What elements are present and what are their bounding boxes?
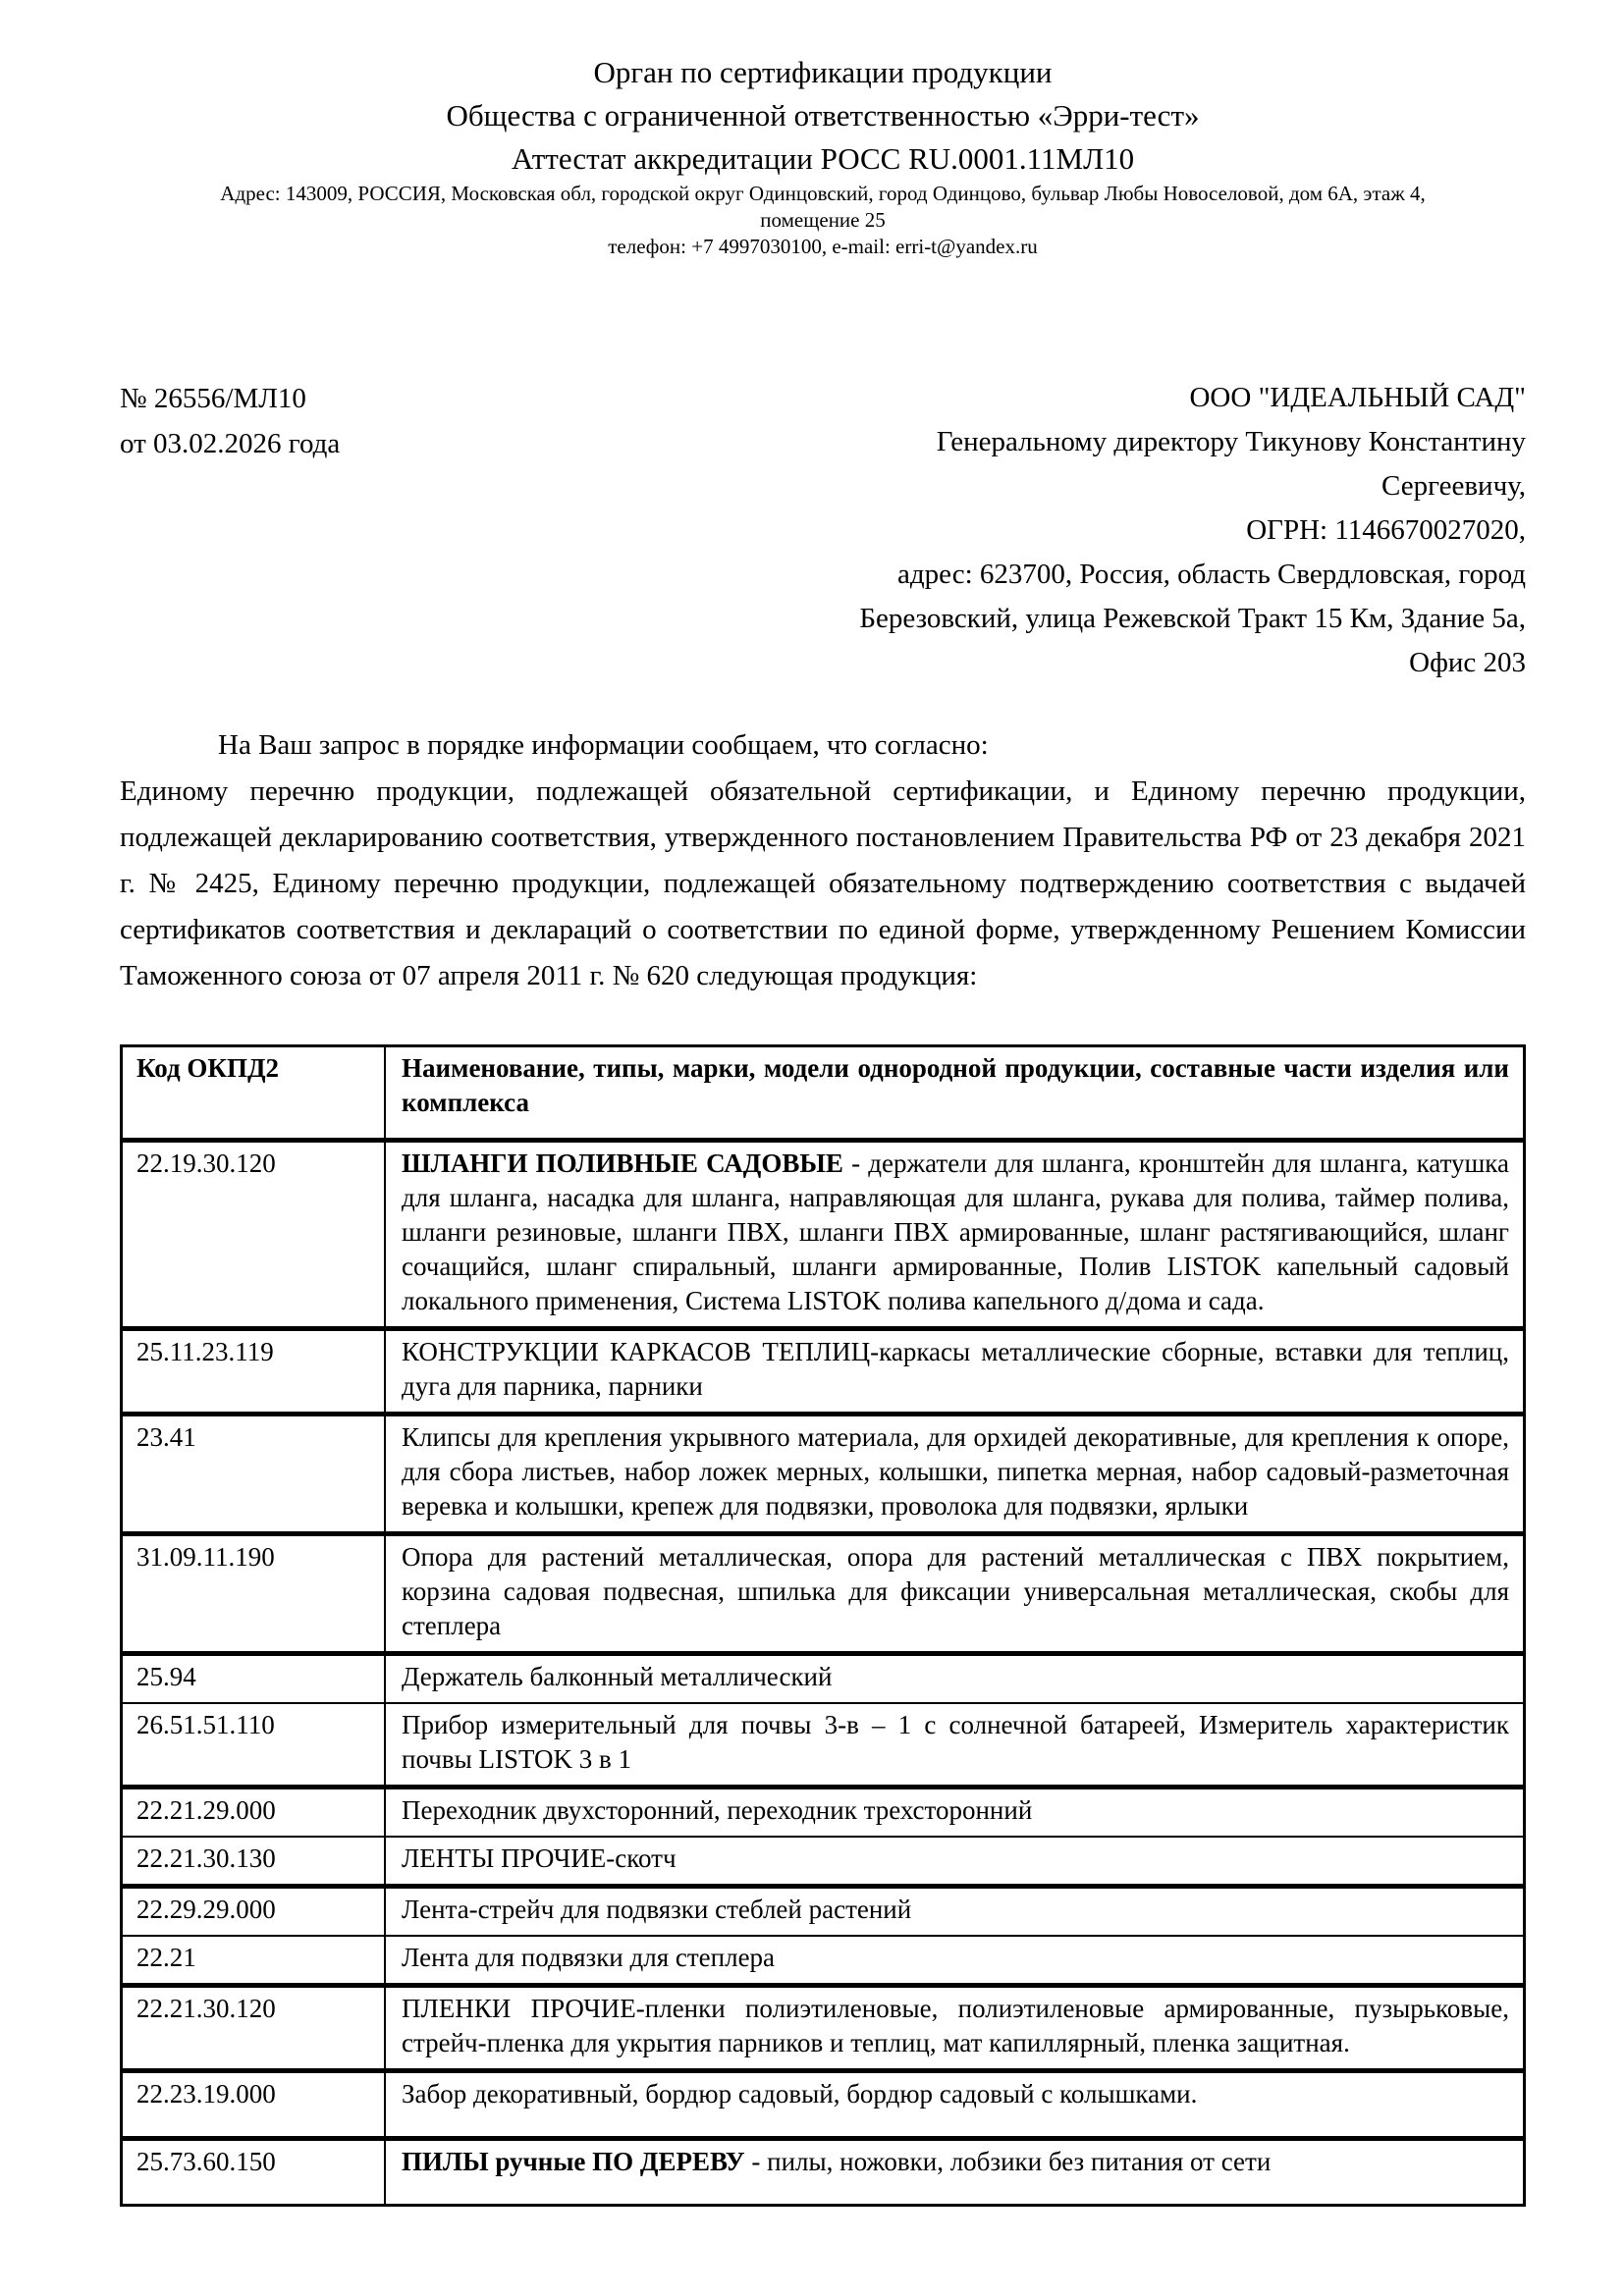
product-description: [386, 1536, 1523, 1651]
table-row: [123, 1326, 1523, 1412]
main-paragraph: Единому перечню продукции, подлежащей обязательной сертификации, и Единому перечню продукции, подлежащей декларированию соответствия, утвержденного постановлением Правительства РФ от 23 декабря 2021 г. № 2425, Единому перечню продукции, подлежащей обязательному подтверждению соответствия с выдачей сертификатов соответствия и деклараций о соответствии по единой форме, утвержденному Решением Комиссии Таможенного союза от 07 апреля 2011 г. № 620 следующая продукция:: [120, 775, 1526, 991]
recipient-company: ООО "ИДЕАЛЬНЫЙ САД": [1189, 382, 1526, 413]
recipient-address-line2: Березовский, улица Режевской Тракт 15 Км, Здание 5а,: [859, 603, 1526, 634]
product-text: КОНСТРУКЦИИ КАРКАСОВ ТЕПЛИЦ-каркасы металлические сборные, вставки для теплиц, дуга для парника, парники: [402, 1337, 1509, 1401]
table-row: [123, 2068, 1523, 2136]
recipient-name: Сергеевичу,: [1381, 470, 1526, 502]
letterhead: [120, 51, 1526, 260]
recipient-title: Генеральному директору Тикунову Константину: [936, 426, 1526, 457]
recipient-address-line1: адрес: 623700, Россия, область Свердловская, город: [897, 559, 1526, 590]
product-lead: ШЛАНГИ ПОЛИВНЫЕ САДОВЫЕ: [402, 1148, 843, 1178]
product-text: Забор декоративный, бордюр садовый, бордюр садовый с колышками.: [402, 2079, 1198, 2109]
product-description: [386, 1331, 1523, 1412]
product-text: Клипсы для крепления укрывного материала, для орхидей декоративные, для крепления к опоре, для сбора листьев, набор ложек мерных, колышки, пипетка мерная, набор садовый-разметочная веревка и колышки, крепеж для подвязки, проволока для подвязки, ярлыки: [402, 1422, 1509, 1521]
product-text: - держатели для шланга, кронштейн для шланга, катушка для шланга, насадка для шланга, направляющая для шланга, рукава для полива, таймер полива, шланги резиновые, шланги ПВХ, шланги ПВХ армированные, шланг растягивающийся, шланг сочащийся, шланг спиральный, шланги армированные, Полив LISTOK капельный садовый локального применения, Система LISTOK полива капельного д/дома и сада.: [402, 1148, 1509, 1315]
table-header-row: [123, 1047, 1523, 1138]
okpd-code: 25.73.60.150: [123, 2141, 386, 2204]
outgoing-reference: [120, 376, 532, 466]
product-description: [386, 1789, 1523, 1836]
product-lead: ПИЛЫ ручные ПО ДЕРЕВУ: [402, 2147, 745, 2176]
letter-date: от 03.02.2026 года: [120, 428, 341, 459]
product-text: Лента-стрейч для подвязки стеблей растений: [402, 1895, 912, 1924]
recipient-ogrn: ОГРН: 1146670027020,: [1246, 514, 1526, 546]
table-row: [123, 1836, 1523, 1884]
product-description: [386, 1838, 1523, 1884]
okpd-code: 22.19.30.120: [123, 1143, 386, 1326]
okpd-code: 22.21.30.130: [123, 1838, 386, 1884]
product-description: [386, 1656, 1523, 1702]
okpd-code: 22.21: [123, 1937, 386, 1983]
okpd-code: 25.94: [123, 1656, 386, 1702]
recipient-block: [532, 376, 1526, 685]
product-description: [386, 1704, 1523, 1785]
product-text: Держатель балконный металлический: [402, 1662, 833, 1691]
letterhead-address-line2: помещение 25: [760, 208, 886, 232]
product-text: Опора для растений металлическая, опора для растений металлическая с ПВХ покрытием, корзина садовая подвесная, шпилька для фиксации универсальная металлическая, скобы для степлера: [402, 1542, 1509, 1640]
table-row: [123, 1702, 1523, 1785]
product-text: - пилы, ножовки, лобзики без питания от сети: [744, 2147, 1272, 2176]
table-row: [123, 1531, 1523, 1651]
okpd-code: 22.21.29.000: [123, 1789, 386, 1836]
product-text: Прибор измерительный для почвы 3-в – 1 с солнечной батареей, Измеритель характеристик почвы LISTOK 3 в 1: [402, 1710, 1509, 1774]
products-table: [120, 1044, 1526, 2207]
product-text: ЛЕНТЫ ПРОЧИЕ-скотч: [402, 1843, 677, 1873]
table-row: [123, 1884, 1523, 1935]
product-description: [386, 1937, 1523, 1983]
table-header-code: Код ОКПД2: [123, 1047, 386, 1138]
intro-line: На Ваш запрос в порядке информации сообщаем, что согласно:: [218, 729, 989, 761]
product-text: ПЛЕНКИ ПРОЧИЕ-пленки полиэтиленовые, полиэтиленовые армированные, пузырьковые, стрейч-пленка для укрытия парников и теплиц, мат капиллярный, пленка защитная.: [402, 1994, 1509, 2057]
letter-number: № 26556/МЛ10: [120, 383, 306, 414]
recipient-address-line3: Офис 203: [1409, 647, 1526, 678]
letterhead-accreditation: Аттестат аккредитации РОСС RU.0001.11МЛ10: [511, 141, 1135, 176]
product-description: [386, 1988, 1523, 2068]
letterhead-org-name: Общества с ограниченной ответственностью «Эрри-тест»: [446, 98, 1200, 133]
table-row: [123, 1412, 1523, 1531]
reference-and-recipient: [120, 376, 1526, 685]
okpd-code: 22.29.29.000: [123, 1889, 386, 1935]
okpd-code: 26.51.51.110: [123, 1704, 386, 1785]
table-row: [123, 2136, 1523, 2204]
product-description: [386, 2073, 1523, 2136]
letterhead-contact: телефон: +7 4997030100, e-mail: erri-t@yandex.ru: [608, 235, 1038, 258]
table-row: [123, 1935, 1523, 1983]
table-row: [123, 1138, 1523, 1326]
letterhead-address-line1: Адрес: 143009, РОССИЯ, Московская обл, городской округ Одинцовский, город Одинцово, бульвар Любы Новоселовой, дом 6А, этаж 4,: [220, 182, 1426, 205]
table-row: [123, 1983, 1523, 2068]
letterhead-org-type: Орган по сертификации продукции: [593, 55, 1053, 89]
okpd-code: 25.11.23.119: [123, 1331, 386, 1412]
product-description: [386, 1143, 1523, 1326]
product-text: Переходник двухсторонний, переходник трехсторонний: [402, 1795, 1033, 1825]
product-description: [386, 1416, 1523, 1531]
okpd-code: 22.21.30.120: [123, 1988, 386, 2068]
table-header-name: Наименование, типы, марки, модели однородной продукции, составные части изделия или комплекса: [402, 1053, 1509, 1117]
product-text: Лента для подвязки для степлера: [402, 1943, 776, 1972]
table-row: [123, 1651, 1523, 1702]
product-description: [386, 1889, 1523, 1935]
okpd-code: 23.41: [123, 1416, 386, 1531]
table-row: [123, 1785, 1523, 1836]
okpd-code: 22.23.19.000: [123, 2073, 386, 2136]
product-description: [386, 2141, 1523, 2204]
okpd-code: 31.09.11.190: [123, 1536, 386, 1651]
